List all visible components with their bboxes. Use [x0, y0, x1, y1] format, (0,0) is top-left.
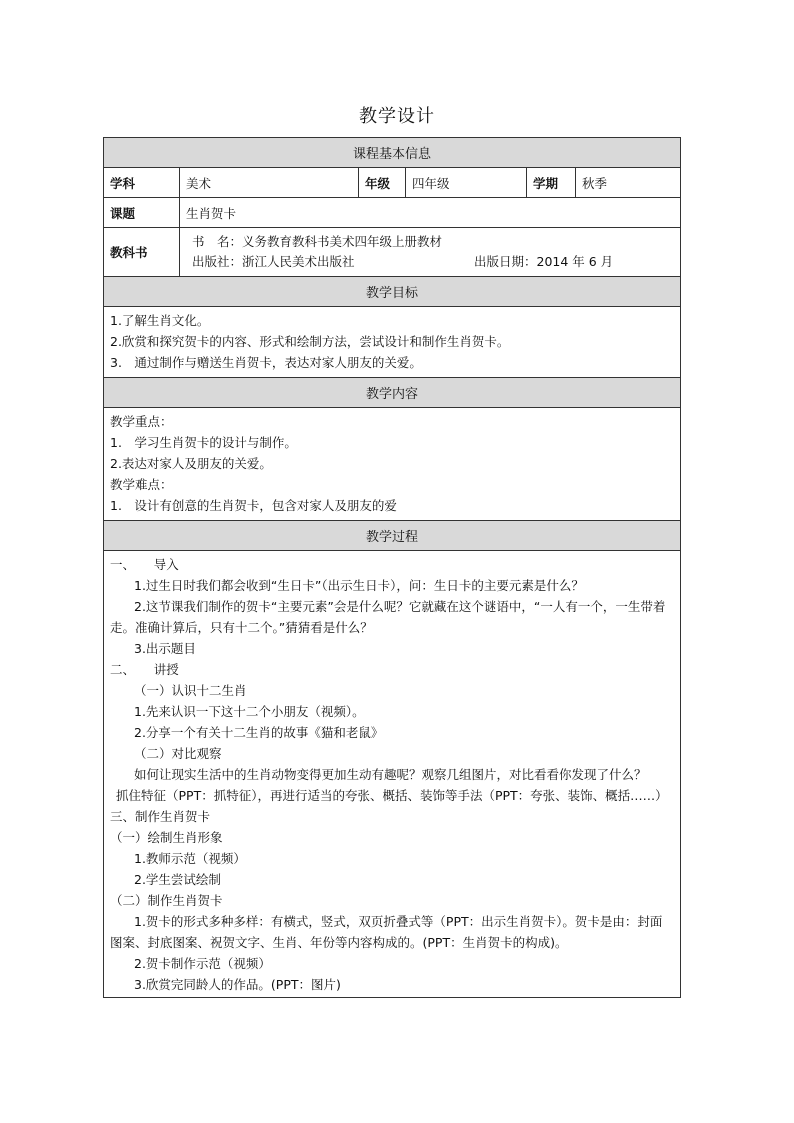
term-label: 学期 [527, 168, 576, 198]
goals-body [104, 307, 681, 378]
term-value: 秋季 [576, 168, 681, 198]
content-item: 1. 设计有创意的生肖贺卡，包含对家人及朋友的爱 [110, 498, 397, 513]
process-line: 1.教师示范（视频） [134, 851, 246, 866]
subject-row [104, 168, 681, 198]
process-section-heading: 二、 讲授 [110, 662, 179, 677]
goal-item: 3. 通过制作与赠送生肖贺卡，表达对家人朋友的关爱。 [110, 355, 422, 370]
topic-value: 生肖贺卡 [180, 198, 681, 228]
process-line: 1.过生日时我们都会收到“生日卡”（出示生日卡），问：生日卡的主要元素是什么？ [134, 578, 584, 593]
topic-row [104, 198, 681, 228]
process-subheading: （一）认识十二生肖 [134, 683, 247, 698]
process-paragraph: 如何让现实生活中的生肖动物变得更加生动有趣呢？观察几组图片，对比看看你发现了什么？ [134, 767, 647, 782]
goal-item: 2.欣赏和探究贺卡的内容、形式和绘制方法，尝试设计和制作生肖贺卡。 [110, 334, 510, 349]
textbook-label: 教科书 [104, 228, 180, 277]
textbook-name: 书 名：义务教育教科书美术四年级上册教材 [192, 234, 443, 249]
process-paragraph: 2.这节课我们制作的贺卡“主要元素”会是什么呢？它就藏在这个谜语中，“一人有一个，一生带着走。准确计算后，只有十二个。”猜猜看是什么？ [110, 599, 666, 635]
lesson-plan-table [103, 137, 681, 998]
goals-header-row [104, 277, 681, 307]
publisher: 出版社：浙江人民美术出版社 [192, 254, 355, 269]
grade-value: 四年级 [406, 168, 527, 198]
process-section-heading: 一、 导入 [110, 557, 179, 572]
textbook-row [104, 228, 681, 277]
content-item: 2.表达对家人及朋友的关爱。 [110, 456, 272, 471]
topic-label: 课题 [104, 198, 180, 228]
content-header-row [104, 378, 681, 408]
subject-label: 学科 [104, 168, 180, 198]
document-title: 教学设计 [359, 106, 435, 127]
textbook-info [180, 228, 681, 277]
basic-info-header: 课程基本信息 [104, 138, 681, 168]
process-line: 3.出示题目 [134, 641, 196, 656]
subject-value: 美术 [180, 168, 359, 198]
content-header: 教学内容 [104, 378, 681, 408]
process-header: 教学过程 [104, 521, 681, 551]
process-line: 3.欣赏完同龄人的作品。(PPT：图片) [134, 977, 341, 992]
difficulties-label: 教学难点： [110, 477, 173, 492]
goal-item: 1.了解生肖文化。 [110, 313, 210, 328]
publish-date: 出版日期：2014 年 6 月 [474, 254, 614, 269]
content-item: 1. 学习生肖贺卡的设计与制作。 [110, 435, 297, 450]
process-line: 1.先来认识一下这十二个小朋友（视频）。 [134, 704, 365, 719]
process-line: 2.学生尝试绘制 [134, 872, 221, 887]
process-subheading: （二）制作生肖贺卡 [110, 893, 223, 908]
content-body [104, 408, 681, 521]
process-line: 2.贺卡制作示范（视频） [134, 956, 271, 971]
process-subheading: （二）对比观察 [134, 746, 222, 761]
content-body-row [104, 408, 681, 521]
process-paragraph: 抓住特征（PPT：抓特征），再进行适当的夸张、概括、装饰等手法（PPT：夸张、装饰、概括……） [116, 788, 668, 803]
goals-header: 教学目标 [104, 277, 681, 307]
goals-body-row [104, 307, 681, 378]
basic-info-header-row [104, 138, 681, 168]
process-section-heading: 三、制作生肖贺卡 [110, 809, 211, 824]
process-body-row [104, 551, 681, 998]
textbook-publish-line [192, 252, 674, 272]
process-paragraph: 1.贺卡的形式多种多样：有横式，竖式，双页折叠式等（PPT：出示生肖贺卡）。贺卡是由：封面图案、封底图案、祝贺文字、生肖、年份等内容构成的。(PPT：生肖贺卡的构成)。 [110, 914, 663, 950]
process-line: 2.分享一个有关十二生肖的故事《猫和老鼠》 [134, 725, 384, 740]
process-body [104, 551, 681, 998]
grade-label: 年级 [359, 168, 406, 198]
process-subheading: （一）绘制生肖形象 [110, 830, 223, 845]
key-points-label: 教学重点： [110, 414, 173, 429]
process-header-row [104, 521, 681, 551]
